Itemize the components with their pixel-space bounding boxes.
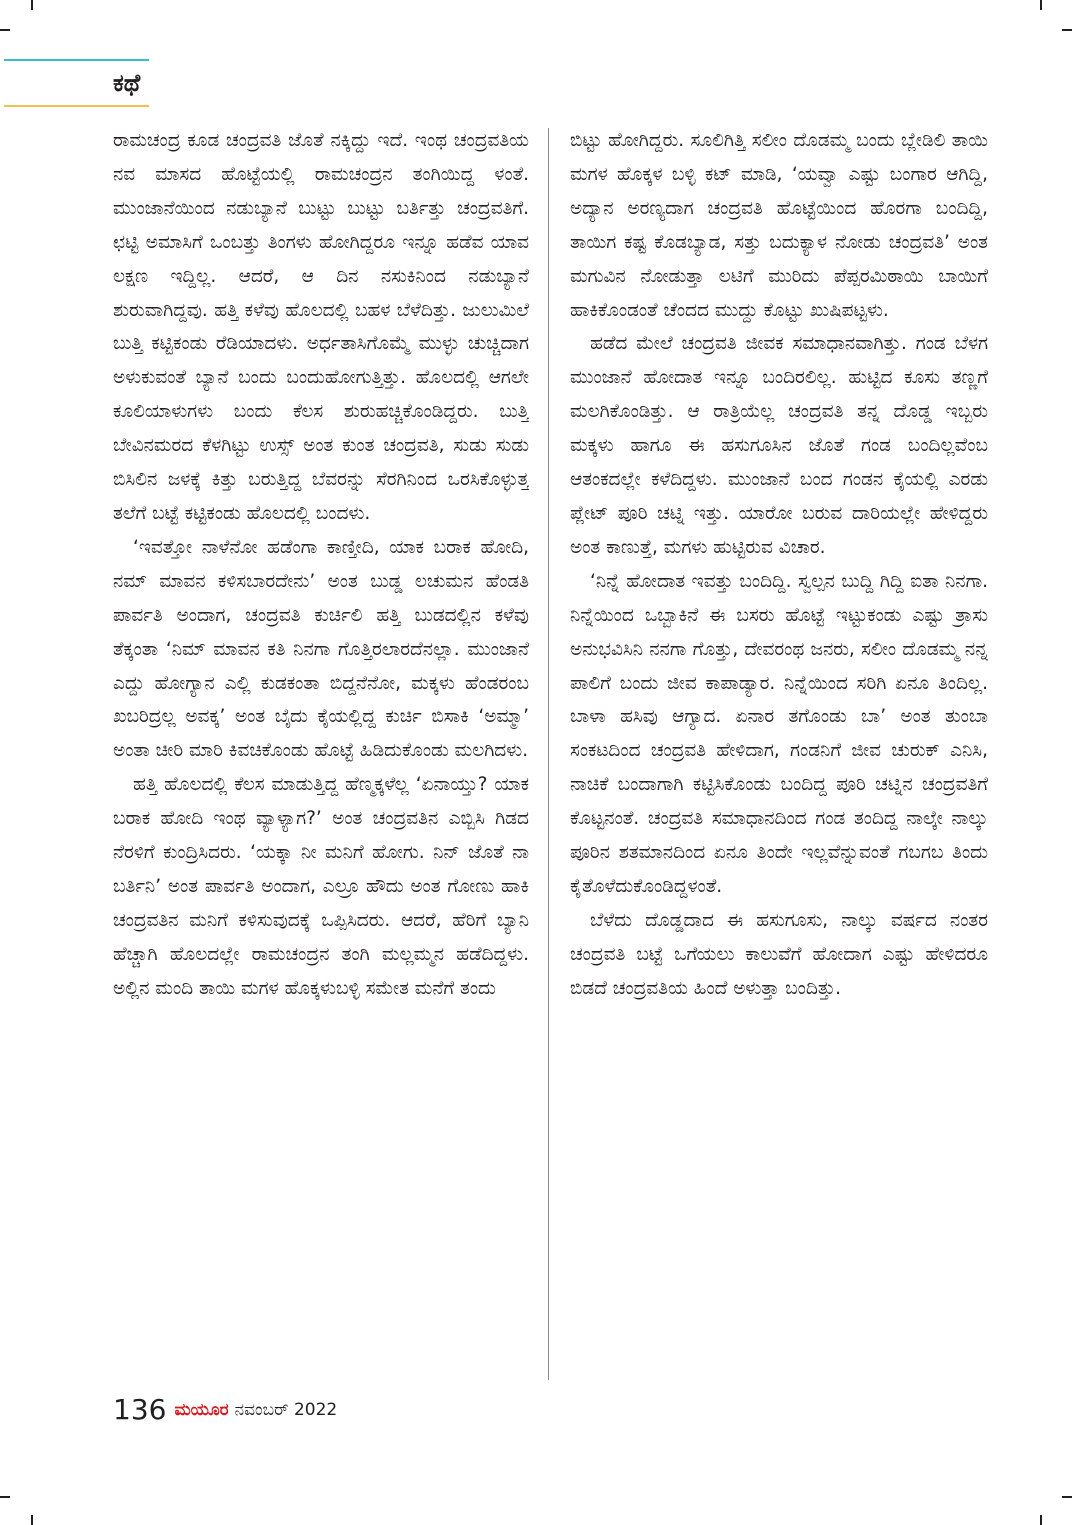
- crop-mark: [1062, 29, 1072, 31]
- issue-date: ನವಂಬರ್ 2022: [234, 1400, 338, 1420]
- crop-mark: [31, 1515, 33, 1525]
- crop-mark: [0, 29, 10, 31]
- crop-mark: [0, 1496, 10, 1498]
- paragraph: ‘ನಿನ್ನೆ ಹೋದಾತ ಇವತ್ತು ಬಂದಿದ್ದಿ. ಸ್ವಲ್ಪನ ಬುದ್ದಿ ಗಿದ್ದಿ ಐತಾ ನಿನಗಾ. ನಿನ್ನೆಯಿಂದ ಒಬ್ಬಾಕಿನೆ ಈ ಬಸರು ಹೊಟ್ಟೆ ಇಟ್ಟುಕಂಡು ಎಷ್ಟು ತ್ರಾಸು ಅನುಭವಿಸಿನಿ ನನಗಾ ಗೊತ್ತು, ದೇವರಂಥ ಜನರು, ಸಲೀಂ ದೊಡಮ್ಮ ನನ್ನ ಪಾಲಿಗೆ ಬಂದು ಜೀವ ಕಾಪಾಡ್ಯಾರ. ನಿನ್ನೆಯಿಂದ ಸರಿಗಿ ಏನೂ ತಿಂದಿಲ್ಲ. ಬಾಳಾ ಹಸಿವು ಆಗ್ಯಾದ. ಏನಾರ ತಗೊಂಡು ಬಾ’ ಅಂತ ತುಂಬಾ ಸಂಕಟದಿಂದ ಚಂದ್ರವತಿ ಹೇಳಿದಾಗ, ಗಂಡನಿಗೆ ಜೀವ ಚುರುಕ್ ಎನಿಸಿ, ನಾಚಿಕೆ ಬಂದಾಗಾಗಿ ಕಟ್ಟಿಸಿಕೊಂಡು ಬಂದಿದ್ದ ಪೂರಿ ಚಟ್ನಿನ ಚಂದ್ರವತಿಗೆ ಕೊಟ್ಟನಂತೆ. ಚಂದ್ರವತಿ ಸಮಾಧಾನದಿಂದ ಗಂಡ ತಂದಿದ್ದ ನಾಲ್ಕೇ ನಾಲ್ಕು ಪೂರಿನ ಶತಮಾನದಿಂದ ಏನೂ ತಿಂದೇ ಇಲ್ಲವೆನ್ನುವಂತೆ ಗಬಗಬ ತಿಂದು ಕೈತೊಳೆದುಕೊಂಡಿದ್ದಳಂತೆ.: [570, 570, 988, 897]
- magazine-logo: ಮಯೂರ: [174, 1400, 229, 1420]
- crop-mark: [31, 0, 33, 10]
- header-rule-bottom: [4, 105, 149, 107]
- paragraph: ಹತ್ತಿ ಹೊಲದಲ್ಲಿ ಕೆಲಸ ಮಾಡುತ್ತಿದ್ದ ಹೆಣ್ಮಕ್ಕಳೆಲ್ಲ ‘ಏನಾಯ್ತು? ಯಾಕ ಬರಾಕ ಹೋದಿ ಇಂಥ ವ್ಯಾಳ್ಯಾಗ?’ ಅಂತ ಚಂದ್ರವತಿನ ಎಬ್ಬಿಸಿ ಗಿಡದ ನೆರಳಿಗೆ ಕುಂದ್ರಿಸಿದರು. ‘ಯಕ್ಕಾ ನೀ ಮನಿಗೆ ಹೋಗು. ನಿನ್ ಜೊತೆ ನಾ ಬರ್ತಿನಿ’ ಅಂತ ಪಾರ್ವತಿ ಅಂದಾಗ, ಎಲ್ರೂ ಹೌದು ಅಂತ ಗೋಣು ಹಾಕಿ ಚಂದ್ರವತಿನ ಮನಿಗೆ ಕಳಿಸುವುದಕ್ಕೆ ಒಪ್ಪಿಸಿದರು. ಆದರೆ, ಹೆರಿಗೆ ಬ್ಯಾನಿ ಹೆಚ್ಚಾಗಿ ಹೊಲದಲ್ಲೇ ರಾಮಚಂದ್ರನ ತಂಗಿ ಮಲ್ಲಮ್ಮನ ಹಡೆದಿದ್ದಳು. ಅಲ್ಲಿನ ಮಂದಿ ತಾಯಿ ಮಗಳ ಹೊಕ್ಕಳುಬಳ್ಳಿ ಸಮೇತ ಮನೆಗೆ ತಂದು: [113, 774, 529, 999]
- paragraph: ‘ಇವತ್ತೋ ನಾಳೆನೋ ಹಡೆಂಗಾ ಕಾಣ್ತೀದಿ, ಯಾಕ ಬರಾಕ ಹೋದಿ, ನಮ್ ಮಾವನ ಕಳಿಸಬಾರದೇನು’ ಅಂತ ಬುಡ್ಡ ಲಚುಮನ ಹೆಂಡತಿ ಪಾರ್ವತಿ ಅಂದಾಗ, ಚಂದ್ರವತಿ ಕುರ್ಚಿಲಿ ಹತ್ತಿ ಬುಡದಲ್ಲಿನ ಕಳೆವು ತೆಕ್ಕಂತಾ ‘ನಿಮ್ ಮಾವನ ಕತಿ ನಿನಗಾ ಗೊತ್ತಿರಲಾರದೆನಲ್ಲಾ. ಮುಂಜಾನೆ ಎದ್ದು ಹೋಗ್ಯಾನ ಎಲ್ಲಿ ಕುಡಕಂತಾ ಬಿದ್ದನೆನೋ, ಮಕ್ಕಳು ಹೆಂಡರಂಬ ಖಬರಿದ್ರಲ್ಲ ಅವಕ್ಕ’ ಅಂತ ಬೈದು ಕೈಯಲ್ಲಿದ್ದ ಕುರ್ಚಿ ಬಿಸಾಕಿ ‘ಅಮ್ಮಾ’ ಅಂತಾ ಚೀರಿ ಮಾರಿ ಕಿವಚಿಕೊಂಡು ಹೊಟ್ಟೆ ಹಿಡಿದುಕೊಂಡು ಮಲಗಿದಳು.: [113, 536, 529, 762]
- paragraph: ಹಡೆದ ಮೇಲೆ ಚಂದ್ರವತಿ ಜೀವಕ ಸಮಾಧಾನವಾಗಿತ್ತು. ಗಂಡ ಬೆಳಗ ಮುಂಜಾನೆ ಹೋದಾತ ಇನ್ನೂ ಬಂದಿರಲಿಲ್ಲ. ಹುಟ್ಟಿದ ಕೂಸು ತಣ್ಣಗೆ ಮಲಗಿಕೊಂಡಿತ್ತು. ಆ ರಾತ್ರಿಯೆಲ್ಲ ಚಂದ್ರವತಿ ತನ್ನ ದೊಡ್ಡ ಇಬ್ಬರು ಮಕ್ಕಳು ಹಾಗೂ ಈ ಹಸುಗೂಸಿನ ಜೊತೆ ಗಂಡ ಬಂದಿಲ್ಲವೆಂಬ ಆತಂಕದಲ್ಲೇ ಕಳೆದಿದ್ದಳು. ಮುಂಜಾನೆ ಬಂದ ಗಂಡನ ಕೈಯಲ್ಲಿ ಎರಡು ಪ್ಲೇಟ್ ಪೂರಿ ಚಟ್ನಿ ಇತ್ತು. ಯಾರೋ ಬರುವ ದಾರಿಯಲ್ಲೇ ಹೇಳಿದ್ದರು ಅಂತ ಕಾಣುತ್ತೆ, ಮಗಳು ಹುಟ್ಟಿರುವ ವಿಚಾರ.: [570, 333, 988, 558]
- article-column-right: [570, 124, 988, 1382]
- paragraph: ಬೆಳೆದು ದೊಡ್ಡದಾದ ಈ ಹಸುಗೂಸು, ನಾಲ್ಕು ವರ್ಷದ ನಂತರ ಚಂದ್ರವತಿ ಬಟ್ಟೆ ಒಗೆಯಲು ಕಾಲುವೆಗೆ ಹೋದಾಗ ಎಷ್ಟು ಹೇಳಿದರೂ ಬಿಡದೆ ಚಂದ್ರವತಿಯ ಹಿಂದೆ ಅಳುತ್ತಾ ಬಂದಿತ್ತು.: [570, 909, 988, 999]
- crop-mark: [1062, 1496, 1072, 1498]
- crop-mark: [1040, 1515, 1042, 1525]
- page-footer: [113, 1390, 337, 1430]
- crop-mark: [1040, 0, 1042, 10]
- column-divider: [548, 128, 549, 1380]
- article-column-left: [113, 124, 529, 1382]
- paragraph: ರಾಮಚಂದ್ರ ಕೂಡ ಚಂದ್ರವತಿ ಜೊತೆ ನಕ್ಕಿದ್ದು ಇದೆ. ಇಂಥ ಚಂದ್ರವತಿಯ ನವ ಮಾಸದ ಹೊಟ್ಟೆಯಲ್ಲಿ ರಾಮಚಂದ್ರನ ತಂಗಿಯಿದ್ದ ಳಂತೆ. ಮುಂಜಾನೆಯಿಂದ ನಡುಬ್ಯಾನೆ ಬುಟ್ಟು ಬುಟ್ಟು ಬರ್ತಿತ್ತು ಚಂದ್ರವತಿಗೆ. ಛಟ್ಟಿ ಅಮಾಸಿಗೆ ಒಂಬತ್ತು ತಿಂಗಳು ಹೋಗಿದ್ದರೂ ಇನ್ನೂ ಹಡೆವ ಯಾವ ಲಕ್ಷಣ ಇದ್ದಿಲ್ಲ. ಆದರೆ, ಆ ದಿನ ನಸುಕಿನಿಂದ ನಡುಬ್ಯಾನೆ ಶುರುವಾಗಿದ್ದವು. ಹತ್ತಿ ಕಳೆವು ಹೊಲದಲ್ಲಿ ಬಹಳ ಬೆಳೆದಿತ್ತು. ಜುಲುಮಿಲೆ ಬುತ್ತಿ ಕಟ್ಟಿಕಂಡು ರೆಡಿಯಾದಳು. ಅರ್ಧತಾಸಿಗೊಮ್ಮೆ ಮುಳ್ಳು ಚುಚ್ಚಿದಾಗ ಅಳುಕುವಂತೆ ಬ್ಯಾನೆ ಬಂದು ಬಂದುಹೋಗುತ್ತಿತ್ತು. ಹೊಲದಲ್ಲಿ ಆಗಲೇ ಕೂಲಿಯಾಳುಗಳು ಬಂದು ಕೆಲಸ ಶುರುಹಚ್ಚಿಕೊಂಡಿದ್ದರು. ಬುತ್ತಿ ಬೇವಿನಮರದ ಕೆಳಗಿಟ್ಟು ಉಸ್ಸ್ ಅಂತ ಕುಂತ ಚಂದ್ರವತಿ, ಸುಡು ಸುಡು ಬಿಸಿಲಿನ ಜಳಕ್ಕೆ ಕಿತ್ತು ಬರುತ್ತಿದ್ದ ಬೆವರನ್ನು ಸೆರಗಿನಿಂದ ಒರಸಿಕೊಳ್ಳುತ್ತ ತಲೆಗೆ ಬಟ್ಟೆ ಕಟ್ಟಿಕಂಡು ಹೊಲದಲ್ಲಿ ಬಂದಳು.: [113, 130, 529, 524]
- section-label: ಕಥೆ: [113, 69, 141, 97]
- paragraph: ಬಿಟ್ಟು ಹೋಗಿದ್ದರು. ಸೂಲಿಗಿತ್ತಿ ಸಲೀಂ ದೊಡಮ್ಮ ಬಂದು ಬ್ಲೇಡಿಲಿ ತಾಯಿ ಮಗಳ ಹೊಕ್ಕಳ ಬಳ್ಳಿ ಕಟ್ ಮಾಡಿ, ‘ಯವ್ವಾ ಎಷ್ಟು ಬಂಗಾರ ಆಗಿದ್ದಿ, ಅದ್ಯಾನ ಅರಣ್ಯದಾಗ ಚಂದ್ರವತಿ ಹೊಟ್ಟೆಯಿಂದ ಹೊರಗಾ ಬಂದಿದ್ದಿ, ತಾಯಿಗ ಕಷ್ಟ ಕೊಡಬ್ಯಾಡ, ಸತ್ತು ಬದುಕ್ಯಾಳ ನೋಡು ಚಂದ್ರವತಿ’ ಅಂತ ಮಗುವಿನ ನೋಡುತ್ತಾ ಲಟಿಗೆ ಮುರಿದು ಪೆಪ್ಪರಮಿಠಾಯಿ ಬಾಯಿಗೆ ಹಾಕಿಕೊಂಡಂತೆ ಚೆಂದದ ಮುದ್ದು ಕೊಟ್ಟು ಖುಷಿಪಟ್ಟಳು.: [570, 130, 988, 321]
- page-number: 136: [113, 1393, 167, 1426]
- header-rule-top: [4, 59, 149, 61]
